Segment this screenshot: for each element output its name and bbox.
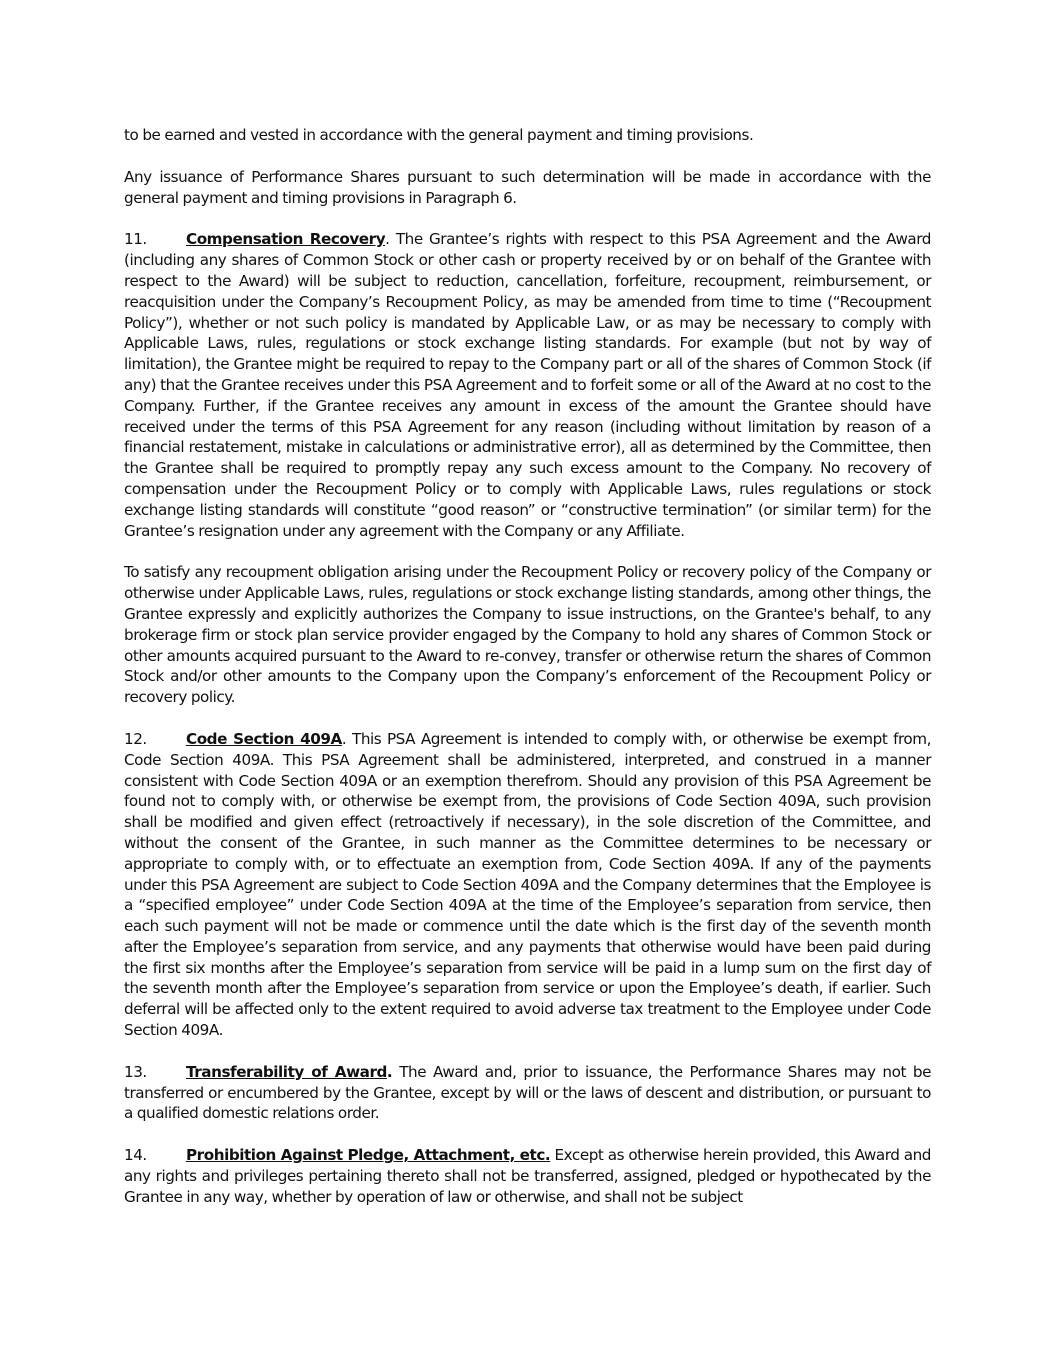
section-body: The Award and, prior to issuance, the Performance Shares may not be transferred or encumbered by the Grantee, except by will or the laws of descent and distribution, or pursuant to a qualified domestic relations order. — [124, 1062, 931, 1123]
section-heading: Transferability of Award — [186, 1062, 387, 1081]
document-body — [124, 125, 931, 1229]
paragraph-recoupment-obligation: To satisfy any recoupment obligation arising under the Recoupment Policy or recovery policy of the Company or otherwise under Applicable Laws, rules, regulations or stock exchange listing standards, among other things, the Grantee expressly and explicitly authorizes the Company to issue instructions, on the Grantee's behalf, to any brokerage firm or stock plan service provider engaged by the Company to hold any shares of Common Stock or other amounts acquired pursuant to the Award to re-convey, transfer or otherwise return the shares of Common Stock and/or other amounts to the Company upon the Company’s enforcement of the Recoupment Policy or recovery policy. — [124, 563, 931, 707]
section-body: The Grantee’s rights with respect to this PSA Agreement and the Award (including any shares of Common Stock or other cash or property received by or on behalf of the Grantee with respect to the Award) will be subject to reduction, cancellation, forfeiture, recoupment, reimbursement, or reacquisition under the Company’s Recoupment Policy, as may be amended from time to time (“Recoupment Policy”), whether or not such policy is mandated by Applicable Law, or as may be necessary to comply with Applicable Laws, rules, regulations or stock exchange listing standards. For example (but not by way of limitation), the Grantee might be required to repay to the Company part or all of the shares of Common Stock (if any) that the Grantee receives under this PSA Agreement and to forfeit some or all of the Award at no cost to the Company. Further, if the Grantee receives any amount in excess of the amount the Grantee should have received under the terms of this PSA Agreement for any reason (including without limitation by reason of a financial restatement, mistake in calculations or administrative error), all as determined by the Committee, then the Grantee shall be required to promptly repay any such excess amount to the Company. No recovery of compensation under the Recoupment Policy or to comply with Applicable Laws, rules regulations or stock exchange listing standards will constitute “good reason” or “constructive termination” (or similar term) for the Grantee’s resignation under any agreement with the Company or any Affiliate. — [124, 230, 931, 540]
section-body: This PSA Agreement is intended to comply with, or otherwise be exempt from, Code Section 409A. This PSA Agreement shall be administered, interpreted, and construed in a manner consistent with Code Section 409A or an exemption therefrom. Should any provision of this PSA Agreement be found not to comply with, or otherwise be exempt from, the provisions of Code Section 409A, such provision shall be modified and given effect (retroactively if necessary), in the sole discretion of the Committee, and without the consent of the Grantee, in such manner as the Committee determines to be necessary or appropriate to comply with, or to effectuate an exemption from, Code Section 409A. If any of the payments under this PSA Agreement are subject to Code Section 409A and the Company determines that the Employee is a “specified employee” under Code Section 409A at the time of the Employee’s separation from service, then each such payment will not be made or commence until the date which is the first day of the seventh month after the Employee’s separation from service, and any payments that otherwise would have been paid during the first six months after the Employee’s separation from service will be paid in a lump sum on the first day of the seventh month after the Employee’s separation from service or upon the Employee’s death, if earlier. Such deferral will be affected only to the extent required to avoid adverse tax treatment to the Employee under Code Section 409A. — [124, 729, 931, 1040]
section-heading: Compensation Recovery — [186, 230, 386, 249]
section-number: 12. — [124, 729, 147, 748]
section-heading-punct: . — [385, 230, 390, 249]
section-body: Except as otherwise herein provided, this Award and any rights and privileges pertaining thereto shall not be transferred, assigned, pledged or hypothecated by the Grantee in any way, whether by operation of law or otherwise, and shall not be subject — [124, 1146, 931, 1206]
section-number: 11. — [124, 230, 147, 249]
section-number: 14. — [124, 1146, 147, 1165]
section-heading: Code Section 409A — [186, 729, 342, 748]
section-heading-punct: . — [386, 1062, 393, 1081]
section-12-code-section-409a — [124, 729, 931, 1041]
paragraph-issuance: Any issuance of Performance Shares pursuant to such determination will be made in accordance with the general payment and timing provisions in Paragraph 6. — [124, 167, 931, 207]
section-14-prohibition-against-pledge — [124, 1145, 931, 1207]
section-13-transferability — [124, 1062, 931, 1124]
section-number: 13. — [124, 1062, 147, 1081]
section-heading: Prohibition Against Pledge, Attachment, etc. — [186, 1146, 551, 1165]
paragraph-continuation: to be earned and vested in accordance with the general payment and timing provisions. — [124, 126, 754, 144]
section-11-compensation-recovery — [124, 229, 931, 541]
section-heading-punct: . — [341, 729, 347, 748]
